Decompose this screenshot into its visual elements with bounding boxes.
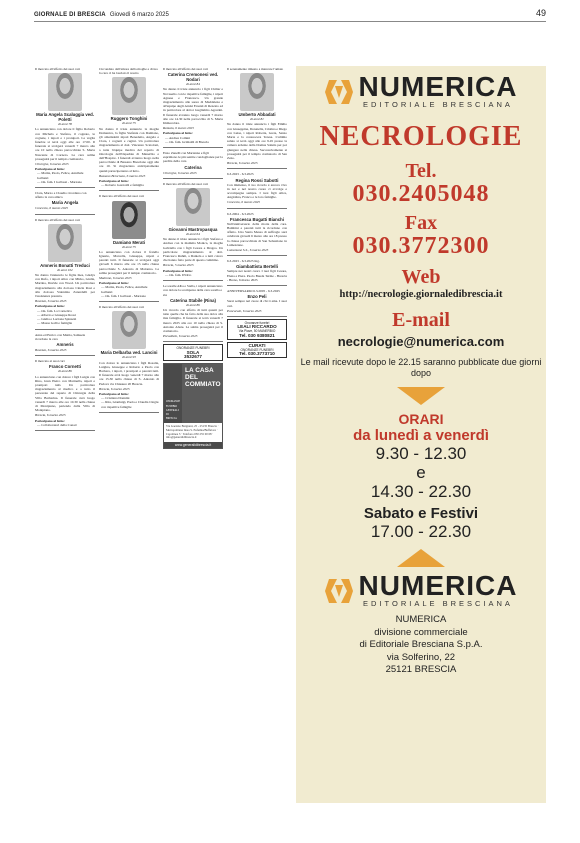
ad-curati-title: CURATI	[248, 342, 266, 348]
notice-text: Con immenso, il tuo ricordo è ancora vivo in noi e nel nostro cuore ci avvolge e accompagna sempre. I tuoi figli Alice, Angiolina, Franco e le loro famiglie.	[227, 182, 287, 200]
notice-lead: 6.3.2004 - 6.3.2025	[227, 211, 254, 216]
notice-place-date: Lumezzane S.S., 6 marzo 2025	[227, 248, 269, 253]
fax-label: Fax	[404, 212, 438, 234]
notice-place-date: Cilverghe, 6 marzo 2025	[35, 162, 69, 167]
numerica-logo-icon	[325, 577, 353, 605]
ad-curati-tel: Tel. 030.3773710	[239, 351, 275, 357]
obituary-notice	[99, 193, 159, 302]
participant-entry: — Cristiana Donnini	[101, 396, 130, 401]
notice-text: Lo annunciano con dolore il figlio Roberto con Michela e Stefano, il cognato, le cognate, i nipoti e i pronipoti. La veglia funebre si terrà oggi alle ore 17.00. Il funerale si svolgerà venerdì 7 marzo alle ore 10 nella chiesa parrocchiale S. Maria Nascente di Corneto. La cara salma proseguirà per il tempio crematorio.	[35, 127, 95, 161]
deceased-age: di anni 64	[186, 232, 200, 237]
portrait-photo	[48, 224, 82, 262]
obituary-notice	[99, 304, 159, 413]
participant-entry: — Mattia, Paolo, Felice, Annibale Galluzzi	[37, 171, 84, 180]
notice-place-date: Rezzato, 6 marzo 2025	[163, 126, 194, 131]
arrow-up-icon	[397, 549, 445, 567]
notice-lead: Enzo Zanelli con Marianna e figli esprimono le più sentite condoglianze per la perdita della cara	[163, 151, 223, 164]
participant-entry: — Mattia, Paolo, Felice, Annibale Galluzzi	[101, 285, 148, 294]
email-label: E-mail	[392, 309, 450, 331]
orari-title: ORARI	[398, 411, 444, 427]
fax-number: 030.3772300	[352, 233, 490, 259]
notice-text: Ne danno il triste annuncio la moglie Domenica, la figlia Stefania con Damiano, gli amatissimi nipoti Benedetta, Angela e Clara, i cognati e cugini. Un particolare ringraziamento al dott. Vincenzo Scatoloni, a tutta l'équipe medica del reparto di Oncologia dell'Ospedale di Manerbio e dell'Hospice. I funerali avranno luogo nella parrocchiale di Bassano Bresciano oggi alle ore 10. Si ringraziano anticipatamente quanti parteciperanno al lutto.	[99, 126, 159, 173]
arrow-down-icon	[397, 387, 445, 405]
notice-text: Un ricordo con affetto di tutti quanti per tutte quelle che ha fatto della sua dolce alla mia famiglia. Il funerale si terrà venerdì 7 marzo 2025 alle ore 10 nella chiesa di S. Antonio Abate. La salma proseguirà per il crematorio.	[163, 307, 223, 333]
ad-curati	[227, 342, 287, 359]
orari-saturday: Sabato e Festivi	[363, 505, 479, 522]
tel-number: 030.2405048	[352, 181, 490, 207]
obituary-notice	[163, 283, 223, 342]
footer-line-3: di Editoriale Bresciana S.p.A.	[359, 639, 483, 650]
notice-place-date: Bovezzo, 6 marzo 2025	[35, 347, 67, 352]
deceased-name: Maria Delbarba ved. Lancini	[100, 350, 158, 356]
deceased-age: di anni 102	[57, 267, 73, 272]
portrait-photo	[240, 73, 274, 111]
page-header	[34, 8, 546, 22]
notice-participants-title: Partecipano al lutto:	[99, 179, 129, 184]
portrait-photo	[176, 188, 210, 226]
deceased-name: Giovanni Mastropasqua	[168, 227, 218, 233]
ad-curati-sub: ONORANZE FUNEBRI	[240, 347, 274, 352]
notice-lead: Le sorelle Alba e Stella, i nipoti annunciano con dolore la scomparsa della cara sorella e zia	[163, 284, 223, 297]
numerica-logo-bottom	[325, 570, 518, 608]
deceased-name: Caterina Stabile (Rina)	[170, 297, 216, 303]
notice-participants-title: Partecipano al lutto:	[163, 131, 193, 136]
notice-text: Ne danno il triste annuncio i figli Chiliar e Novaselio con le rispettive famiglie, i nipoti Agnese e Francesca. Un grande ringraziamento alle suore di Maddalena e all'équipe degli Arnisi Ersanti di Rezzato ed in particolare al dottor Guglielmo Agostini. Il funerale avranno luogo venerdì 7 marzo alle ore 14.30 nella parrocchia di S. Maria Immacolata.	[163, 87, 223, 126]
portrait-photo	[112, 77, 146, 115]
deceased-name: Regina Rossi Sabotti	[235, 177, 279, 183]
obituary-notice	[163, 66, 223, 148]
ad-leali-title: Onoranze funebri	[244, 320, 270, 325]
email-address[interactable]: necrologie@numerica.com	[337, 334, 505, 349]
ad-commiato-web: www.generalidibrescia.it	[164, 442, 222, 448]
notice-lead: Il mercato all'affetto dei suoi cari	[35, 67, 80, 71]
publication-date: Giovedì 6 marzo 2025	[109, 11, 169, 18]
portrait-photo	[112, 201, 146, 239]
notice-place-date: Concesio, 6 marzo 2025	[35, 206, 68, 211]
notice-lead: Clara, Marzo e Claudio ricordano con affetto la cara amica	[35, 191, 87, 200]
notice-place-date: Bovezzo, 6 marzo 2025	[35, 299, 67, 304]
deceased-name: Francesca Bugatti Bianchi	[230, 216, 284, 222]
notice-place-date: Poncarale, 6 marzo 2025	[227, 308, 262, 313]
participant-entry: — Rita, Gianluigi, Paola e Claudia Cingiu con rispettive famiglie	[101, 400, 159, 409]
notice-lead: Il mercato ai suoi cari	[35, 359, 65, 364]
email-note: Le mail ricevute dopo le 22.15 saranno pubblicate due giorni dopo	[300, 357, 542, 378]
deceased-age: di anni 84	[186, 82, 200, 87]
obituary-notice	[35, 190, 95, 215]
orari-hours-afternoon: 14.30 - 22.30	[370, 482, 472, 501]
deceased-name: Caterina	[184, 164, 202, 170]
participant-entry: — Giulia e Luciana Spinazzi	[37, 317, 77, 322]
notice-place-date: Brescia, 6 marzo 2025	[227, 161, 258, 166]
necrologie-panel	[296, 66, 546, 803]
notice-text: Lo annunciano con dolore il fratello Ignazio, Marcella, Giuseppe, nipoti e parenti tutti. Il funerale si svolgerà oggi giovedì 6 marzo alle ore 15 nella chiesa parrocchiale S. Antonio di Malonno. La salma proseguirà per il tempio crematorio.	[99, 249, 159, 275]
deceased-name: Franco Cornetti	[49, 364, 81, 370]
logo-sub: EDITORIALE BRESCIANA	[363, 100, 513, 109]
notice-participants-title: Partecipano al lutto:	[99, 391, 129, 396]
obituary-notice	[35, 66, 95, 188]
notice-lead: Il mercato all'affetto dei suoi cari	[163, 181, 208, 186]
ad-commiato-side: ONORANZE FUNEBRI GENERALI DI BRESCIA	[164, 364, 182, 423]
footer-line-5: 25121 BRESCIA	[385, 664, 457, 675]
notice-lead: Circondato dall'amore della moglie e di tua la cara ci ha lasciato il nostro	[99, 67, 158, 76]
ad-leali	[227, 319, 287, 340]
notice-lead: Il serenamente rimasto a mancare l'amato	[227, 67, 284, 71]
participant-entry: — On. fam. Grimaldi di Brescia	[165, 139, 209, 144]
ad-sola-phone: 3532677	[184, 353, 202, 359]
deceased-name: Giambattista Bertelli	[236, 264, 278, 270]
ad-commiato-title: LA CASA DEL COMMIATO	[182, 364, 223, 423]
notice-text: Con dolore lo annunciano i figli Rosalia, Luigina, Giuseppe e Roberto e Paolo con Barbara, i nipoti, i pronipoti e parenti tutti. Il funerale avrà luogo venerdì 7 marzo alle ore 15.30 nella chiesa di S. Antonio di Padova via Chiesure 20 Brescia.	[99, 360, 159, 386]
ad-sola-name: SOLA	[186, 349, 200, 355]
footer-line-4: via Solferino, 22	[386, 651, 456, 663]
notice-text: Ne danno il triste annuncio i figli Emilio con Giuseppina, Donatella, Cristina e Diego con Luisa, i nipoti Roberta, Greta, Sanzo Maria e la consuocera Teresa. L'ultimo saluto si terrà oggi alle ore 9.45 presso la camera ardente della Domus Salutis per poi giungere nella chiesa. Successivamente si proseguirà per il tempio crematorio di San Zeno.	[227, 122, 287, 161]
logo-word: NUMERICA	[358, 570, 518, 601]
column-2	[99, 66, 159, 415]
notice-participants-title: Partecipano al lutto:	[35, 304, 65, 309]
notice-lead: Il mercato all'affetto dei suoi cari	[99, 194, 144, 199]
participant-entry: — Alberto e Giuseppe Rossi	[37, 312, 76, 317]
notice-place-date: Concesio, 6 marzo 2025	[227, 200, 260, 205]
deceased-age: di anni 75	[122, 121, 136, 126]
obituary-notice	[163, 150, 223, 179]
deceased-age: di anni 75	[122, 244, 136, 249]
notice-lead: Anna ed Enrico con Mattia, Samuele ricordano la cara	[35, 332, 86, 341]
notice-lead: Il mercato all'affetto dei suoi cari	[163, 67, 208, 71]
portrait-photo	[48, 73, 82, 111]
web-label: Web	[401, 266, 441, 288]
notice-lead: Il mercato all'affetto dei suoi cari	[99, 305, 144, 310]
deceased-name: Maria Angela Scaluggia ved. Poletti	[36, 112, 94, 123]
participant-entry: — Andrea Comini	[165, 135, 191, 140]
ad-leali-tel: Tel. 030 9380821	[239, 332, 275, 338]
footer-line-1: NUMERICA	[395, 614, 447, 625]
ad-sola-title: ONORANZE FUNEBRI	[176, 346, 210, 351]
obituary-notice	[163, 181, 223, 281]
notice-text: Nell'anniversario della morte della cara. Bambini e parenti tutti la ricordano con affetto. Una Santa Messa di suffragio sarà celebrata giovedì 6 marzo alle ore 18 presso la chiesa parrocchiale di San Sebastiano in Lumezzane.	[227, 221, 287, 247]
portrait-photo	[112, 311, 146, 349]
notice-participants-title: Partecipano al lutto:	[163, 268, 193, 273]
obituary-notice	[227, 66, 287, 169]
orari-hours-morning: 9.30 - 12.30	[375, 444, 467, 463]
notice-text: Ne danno il triste annuncio i figli Stefano e Andrea con la mamma Monica, la moglie Gabriella con i figli Cesare e Dragos. Un particolare ringraziamento al dott. Francesco Ruhm, a Daniela e a tutti coloro che hanno fatto parte di questo cammino.	[163, 237, 223, 263]
notice-lead: ANNIVERSARIO 6.3.2005 - 6.3.2025	[227, 289, 280, 294]
column-1	[35, 66, 95, 433]
notice-text: Ne danno l'annuncio le figlie Ines, Gladys con Rufo, i nipoti Alice con Mirko, Giulia, Martina, Davide con Wood. Un particolare ringraziamento alla dott.ssa Cinzia Rosi e alla dott.ssa Valentina Zanardelli per l'assistenza prestata.	[35, 273, 95, 299]
notice-place-date: Pievedizio, 6 marzo 2025	[163, 334, 198, 339]
ad-leali-address: Via Piave, 50 MANERBIO	[238, 329, 276, 334]
obituary-notice	[227, 211, 287, 257]
notice-place-date: Brescia, 6 marzo 2025	[35, 413, 66, 418]
notice-place-date: Cilverghe, 6 marzo 2025	[163, 170, 197, 175]
deceased-age: di anni 93	[122, 355, 136, 360]
notice-place-date: Brescia, 6 marzo 2025	[99, 386, 130, 391]
notice-place-date: Malonno, 6 marzo 2025	[99, 276, 132, 281]
notice-lead: Il mercato all'affetto dei suoi cari	[35, 217, 80, 222]
participant-entry: — Collaboratori della Conad	[37, 422, 77, 427]
ad-sola	[163, 344, 223, 361]
deceased-name: Maria Angela	[51, 200, 79, 206]
deceased-age: di anni 86	[58, 369, 72, 374]
deceased-age: di anni 81	[250, 117, 264, 122]
column-4	[227, 66, 287, 358]
notice-lead: 6.3.2023 - 6.3.2025 Ing.	[227, 259, 260, 264]
ad-commiato	[163, 363, 223, 449]
notice-lead: 6.3.2023 - 6.3.2025	[227, 172, 254, 177]
orari-hours-saturday: 17.00 - 22.30	[370, 522, 472, 541]
notice-text: Sempre nei nostri cuori. I tuoi figli Cesare, Elena e Piera. Paolo Bauda Terme - Brescia - Breno, 6 marzo 2025	[227, 269, 287, 282]
notice-participants-title: Partecipano al lutto:	[35, 167, 65, 172]
numerica-logo-top	[325, 71, 518, 109]
deceased-name: Amneris Bonatti Treduci	[40, 262, 90, 268]
deceased-name: Ruggero Tonghini	[110, 116, 148, 122]
section-title: NECROLOGIE	[319, 121, 523, 152]
obituary-notice	[35, 332, 95, 357]
notice-place-date: Bassano Bresciano, 6 marzo 2025	[99, 173, 146, 178]
notice-text: Lo annunciano con dolore i figli Luigia con Rino, Gian Pietro con Marinella, nipoti e pronipoti tutti. Un particolare ringraziamento al medico e a tutto il personale del reparto di Chirurgia della Villa Barbarina. Il funerale avrà luogo venerdì 7 marzo alle ore 10.30 nella chiesa di Montpiano, partendo dalla Villa di Montpiano.	[35, 374, 95, 413]
obituary-notice	[35, 358, 95, 431]
notice-text: Sarai sempre nel cuore di chi ti ama. I suoi cari.	[227, 299, 287, 308]
deceased-age: di anni 78	[58, 122, 72, 127]
ad-leali-name: LEALI RICCARDO	[237, 324, 277, 330]
notice-place-date: Brescia, 5 marzo 2025	[163, 263, 194, 268]
obituary-notice	[227, 288, 287, 317]
obituary-notice	[227, 258, 287, 286]
deceased-name: Caterina Cremonesi ved. Nodari	[167, 72, 219, 83]
deceased-name: Umberto Abbadati	[238, 112, 276, 118]
page-number: 49	[535, 8, 546, 18]
deceased-name: Enzo Peli	[247, 294, 267, 300]
orari-and: e	[416, 463, 426, 482]
obituary-notice	[35, 217, 95, 330]
logo-word: NUMERICA	[358, 71, 518, 102]
orari-days: da lunedì a venerdì	[353, 427, 489, 444]
publication-name: GIORNALE DI BRESCIA	[34, 11, 106, 18]
deceased-age: di anni 86	[186, 302, 200, 307]
participant-entry: — Roberto Gazzoldi e famiglia	[101, 183, 144, 188]
footer-line-2: divisione commerciale	[374, 626, 468, 638]
ad-commiato-address: Via Gaetano Bargnani, 25 - 25135 Brescia · Metropolitana linea S. Eufemia/Buffalora · Capolinea 3 · Telefono 030 255 00 68 · info@generalidibrescia.it	[164, 423, 222, 441]
logo-sub: EDITORIALE BRESCIANA	[363, 599, 513, 608]
deceased-name: Amneris	[56, 341, 74, 347]
participant-entry: — On. fam. La Cornelica	[37, 308, 72, 313]
footer-info	[359, 614, 482, 677]
column-3	[163, 66, 223, 449]
numerica-logo-icon	[325, 78, 353, 106]
deceased-name: Damiano Merati	[113, 239, 145, 245]
web-url[interactable]: http://necrologie.giornaledibrescia.it	[339, 289, 503, 300]
notice-participants-title: Partecipano al lutto:	[35, 418, 65, 423]
notice-participants-title: Partecipano al lutto:	[99, 281, 129, 286]
obituary-notice	[227, 171, 287, 208]
tel-label: Tel.	[405, 160, 437, 182]
participant-entry: — Massa Galli e famiglia	[37, 321, 73, 326]
participant-entry: — On. fam. I Gallossi - Marzano	[101, 293, 147, 298]
participant-entry: — On. fam. I Gallossi - Marzano	[37, 179, 83, 184]
obituary-notice	[99, 66, 159, 191]
participant-entry: — On. fam. D'Orto	[165, 272, 192, 277]
